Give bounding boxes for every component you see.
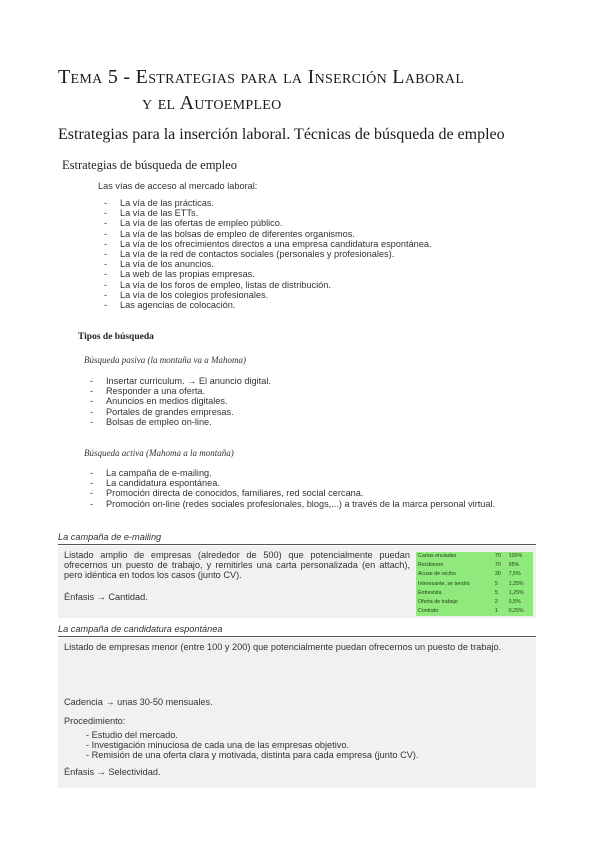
table-row [416,598,533,607]
list-item: - Promoción on-line (redes sociales profesionales, blogs,...) a través de la marca personal virtual. [90,499,520,509]
table-cell: 70 [494,553,501,559]
list-item: - Investigación minuciosa de cada una de las empresas objetivo. [86,740,350,751]
busqueda-heading: Estrategias de búsqueda de empleo [62,158,237,172]
table-cell: 100% [508,553,523,559]
table-cell: Cartas enviadas [418,553,457,559]
list-item: - Bolsas de empleo on-line. [90,417,530,427]
list-item: - Las agencias de colocación. [104,300,544,310]
table-row [416,570,533,579]
table-cell: Recibieron [418,562,444,569]
table-cell: 1,25% [508,580,524,587]
list-item: - La vía de la red de contactos sociales (personales y profesionales). [104,249,544,259]
vias-intro: Las vías de acceso al mercado laboral: [98,181,258,191]
espontanea-enfasis: Énfasis → Selectividad. [64,767,161,777]
table-row [416,580,533,589]
table-cell: 30 [494,571,501,578]
table-row [416,607,533,616]
table-row [416,561,533,570]
section-subtitle: Estrategias para la inserción laboral. Técnicas de búsqueda de empleo [58,126,505,143]
vias-list [104,198,544,310]
list-item: - La vía de los foros de empleo, listas de distribución. [104,280,544,290]
activa-heading: Búsqueda activa (Mahoma a la montaña) [84,448,234,458]
table-cell: 95% [508,562,520,569]
emailing-paragraph: Listado amplio de empresas (alrededor de 500) que potencialmente puedan ofrecernos un puesto de trabajo, y remitirles una carta personalizada (en attach), pero idéntica en todos los casos (junto CV). [64,550,410,581]
list-item: - Remisión de una oferta clara y motivada, distinta para cada empresa (junto CV). [86,750,419,761]
table-cell: 0,5% [508,599,521,606]
table-cell: Acuse de recibo [418,571,456,578]
espontanea-heading: La campaña de candidatura espontánea [58,624,536,637]
pasiva-heading: Búsqueda pasiva (la montaña va a Mahoma) [84,355,246,365]
list-item: - La vía de las ofertas de empleo público. [104,218,544,228]
table-cell: 0,25% [508,608,524,615]
espontanea-cadencia: Cadencia → unas 30-50 mensuales. [64,697,213,707]
list-item: - La vía de las prácticas. [104,198,544,208]
table-cell: Entrevista [418,589,442,596]
list-item: - La vía de los anuncios. [104,259,544,269]
list-item: - La vía de los ofrecimientos directos a una empresa candidatura espontánea. [104,239,544,249]
title-line-1: Tema 5 - Estrategias para la Inserción Laboral [58,66,465,88]
table-cell: 70 [494,562,501,569]
list-item: - Insertar curriculum. → El anuncio digital. [90,376,530,386]
table-row [416,589,533,598]
list-item: - Promoción directa de conocidos, familiares, red social cercana. [90,488,520,498]
table-cell: 2 [494,599,498,606]
tipos-heading: Tipos de búsqueda [78,332,154,342]
list-item: - Responder a una oferta. [90,386,530,396]
list-item: - La vía de los colegios profesionales. [104,290,544,300]
table-cell: Interesante, se tendrá [418,580,470,587]
procedimiento-label: Procedimiento: [64,716,126,726]
table-cell: 1 [494,608,498,615]
activa-list [90,468,520,509]
espontanea-paragraph: Listado de empresas menor (entre 100 y 200) que potencialmente puedan ofrecernos un puesto de trabajo. [64,642,502,652]
title-line-2: y el Autoempleo [142,92,282,114]
emailing-heading: La campaña de e-mailing [58,532,536,545]
procedimiento-list [76,730,516,761]
page-title [58,64,558,116]
list-item: - La campaña de e-mailing. [90,468,520,478]
list-item: - La vía de las ETTs. [104,208,544,218]
list-item: - La web de las propias empresas. [104,269,544,279]
list-item: - Estudio del mercado. [86,730,178,740]
list-item: - La vía de las bolsas de empleo de diferentes organismos. [104,229,544,239]
list-item: - Portales de grandes empresas. [90,407,530,417]
table-cell: Oferta de trabajo [418,599,458,606]
espontanea-band [58,638,536,788]
table-cell: 5 [494,580,498,587]
table-cell: 7,5% [508,571,521,578]
emailing-stats-table [416,552,533,616]
emailing-enfasis: Énfasis → Cantidad. [64,592,148,602]
pasiva-list [90,376,530,427]
list-item: - Anuncios en medios digitales. [90,396,530,406]
table-cell: 1,25% [508,589,524,596]
table-row [416,552,533,561]
table-cell: 5 [494,589,498,596]
table-cell: Contrato [418,608,439,615]
list-item: - La candidatura espontánea. [90,478,520,488]
